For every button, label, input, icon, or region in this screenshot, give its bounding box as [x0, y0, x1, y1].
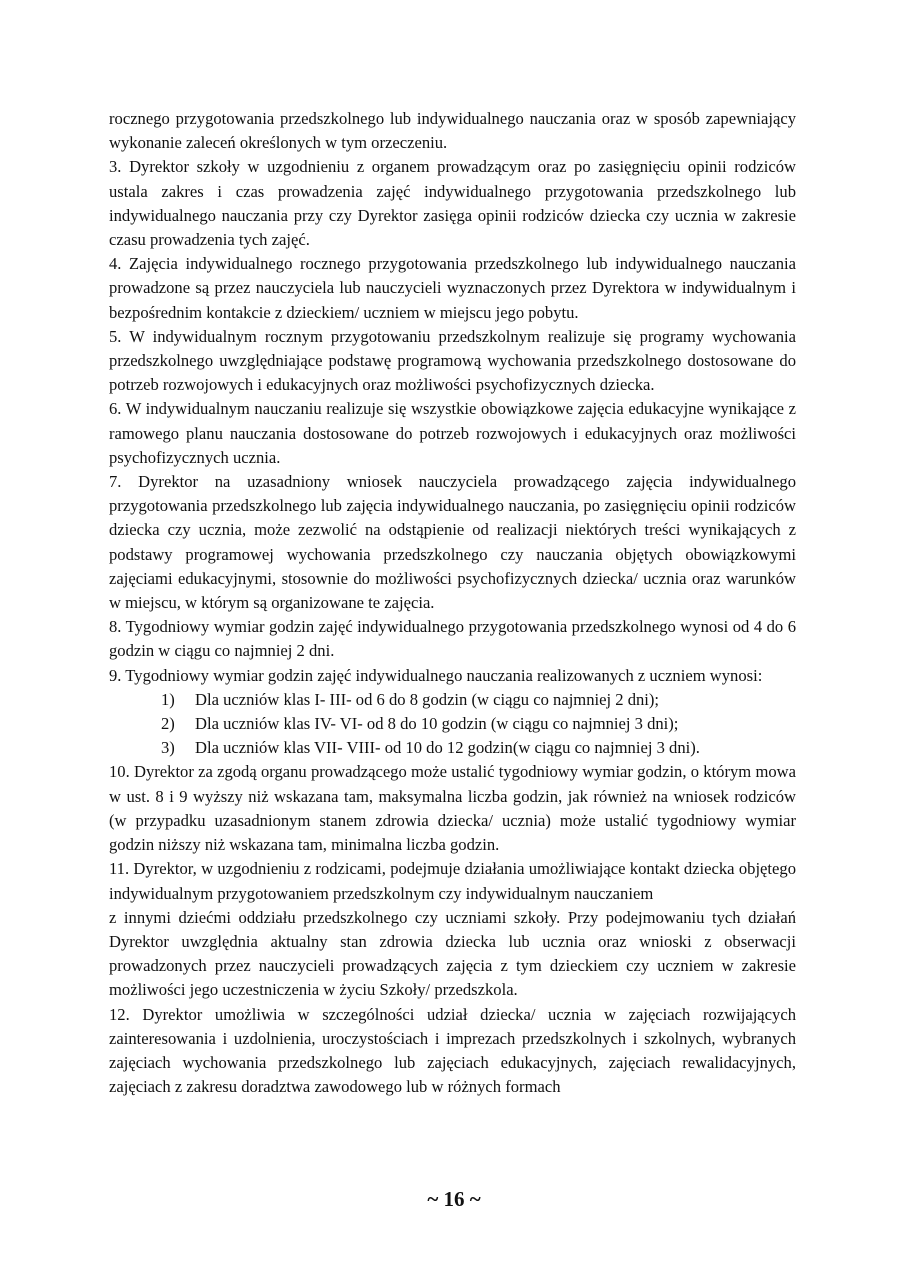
paragraph-8: 8. Tygodniowy wymiar godzin zajęć indywidualnego przygotowania przedszkolnego wynosi od 4 do 6 godzin w ciągu co najmniej 2 dni. — [109, 617, 796, 661]
paragraph-10: 10. Dyrektor za zgodą organu prowadzącego może ustalić tygodniowy wymiar godzin, o którym mowa w ust. 8 i 9 wyższy niż wskazana tam, maksymalna liczba godzin, jak również na wniosek rodziców (w przypadku uzasadnionym stanem zdrowia dziecka/ ucznia) może ustalić tygodniowy wymiar godzin niższy niż wskazana tam, minimalna liczba godzin. — [109, 762, 796, 855]
paragraph-12: 12. Dyrektor umożliwia w szczególności udział dziecka/ ucznia w zajęciach rozwijających zainteresowania i uzdolnienia, uroczystościach i imprezach przedszkolnych i szkolnych, wybranych zajęciach wychowania przedszkolnego lub zajęciach edukacyjnych, zajęciach rewalidacyjnych, zajęciach z zakresu doradztwa zawodowego lub w różnych formach — [109, 1004, 796, 1097]
paragraph-7: 7. Dyrektor na uzasadniony wniosek nauczyciela prowadzącego zajęcia indywidualnego przygotowania przedszkolnego lub zajęcia indywidualnego nauczania, po zasięgnięciu opinii rodziców dziecka czy ucznia, może zezwolić na odstąpienie od realizacji niektórych treści wynikających z podstawy programowej wychowania przedszkolnego czy nauczania objętych obowiązkowymi zajęciami edukacyjnymi, stosownie do możliwości psychofizycznych dziecka/ ucznia oraz warunków w miejscu, w którym są organizowane te zajęcia. — [109, 472, 796, 613]
document-body — [109, 107, 796, 1099]
paragraph-continuation: rocznego przygotowania przedszkolnego lub indywidualnego nauczania oraz w sposób zapewniający wykonanie zaleceń określonych w tym orzeczeniu. — [109, 109, 796, 153]
list-item-text: Dla uczniów klas IV- VI- od 8 do 10 godzin (w ciągu co najmniej 3 dni); — [195, 714, 679, 734]
list-item-number: 3) — [161, 738, 175, 758]
paragraph-11: 11. Dyrektor, w uzgodnieniu z rodzicami, podejmuje działania umożliwiające kontakt dziecka objętego indywidualnym przygotowaniem przedszkolnym czy indywidualnym nauczaniem — [109, 859, 796, 903]
list-item-number: 2) — [161, 714, 175, 734]
paragraph-9: 9. Tygodniowy wymiar godzin zajęć indywidualnego nauczania realizowanych z uczniem wynosi: — [109, 665, 763, 685]
hours-list — [109, 688, 796, 761]
list-item-text: Dla uczniów klas VII- VIII- od 10 do 12 godzin(w ciągu co najmniej 3 dni). — [195, 738, 700, 758]
paragraph-11-continued: z innymi dziećmi oddziału przedszkolnego czy uczniami szkoły. Przy podejmowaniu tych działań Dyrektor uwzględnia aktualny stan zdrowia dziecka lub ucznia oraz wnioski z obserwacji prowadzonych przez nauczycieli prowadzących zajęcia z tym dzieckiem czy uczniem w zakresie możliwości jego uczestniczenia w życiu Szkoły/ przedszkola. — [109, 907, 796, 1000]
page-number: ~ 16 ~ — [427, 1187, 481, 1211]
paragraph-4: 4. Zajęcia indywidualnego rocznego przygotowania przedszkolnego lub indywidualnego nauczania prowadzone są przez nauczyciela lub nauczycieli wyznaczonych przez Dyrektora w indywidualnym i bezpośrednim kontakcie z dzieckiem/ uczniem w miejscu jego pobytu. — [109, 254, 796, 322]
paragraph-5: 5. W indywidualnym rocznym przygotowaniu przedszkolnym realizuje się programy wychowania przedszkolnego uwzględniające podstawę programową wychowania przedszkolnego dostosowane do potrzeb rozwojowych i edukacyjnych oraz możliwości psychofizycznych dziecka. — [109, 326, 796, 395]
list-item — [109, 712, 796, 736]
list-item — [109, 688, 796, 712]
paragraph-6: 6. W indywidualnym nauczaniu realizuje się wszystkie obowiązkowe zajęcia edukacyjne wynikające z ramowego planu nauczania dostosowane do potrzeb rozwojowych i edukacyjnych oraz możliwości psychofizycznych ucznia. — [109, 399, 796, 467]
list-item-number: 1) — [161, 689, 175, 709]
list-item-text: Dla uczniów klas I- III- od 6 do 8 godzin (w ciągu co najmniej 2 dni); — [195, 689, 660, 709]
paragraph-3: 3. Dyrektor szkoły w uzgodnieniu z organem prowadzącym oraz po zasięgnięciu opinii rodziców ustala zakres i czas prowadzenia zajęć indywidualnego przygotowania przedszkolnego lub indywidualnego nauczania przy czy Dyrektor zasięga opinii rodziców dziecka czy ucznia w zakresie czasu prowadzenia tych zajęć. — [109, 157, 796, 250]
list-item — [109, 736, 796, 760]
